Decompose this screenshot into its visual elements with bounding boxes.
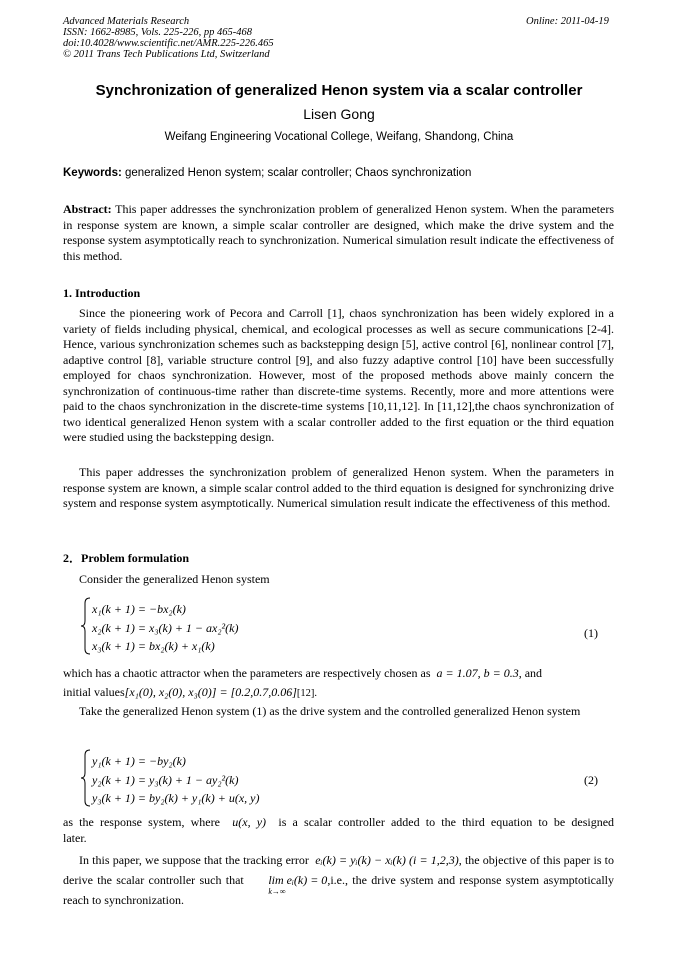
abstract [63,202,614,264]
equation-1 [92,600,238,656]
equation-2 [92,752,259,808]
attractor-parameters: a = 1.07, b = 0.3 [436,666,519,680]
tracking-error-math: eᵢ(k) = yᵢ(k) − xᵢ(k) (i = 1,2,3) [315,853,459,867]
equation-2-number: (2) [584,773,598,787]
keywords [63,167,471,179]
tracking-error-paragraph [63,850,614,910]
affiliation: Weifang Engineering Vocational College, Weifang, Shandong, China [164,131,514,143]
initial-values-math: [x₁(0), x₂(0), x₃(0)] = [0.2,0.7,0.06] [124,685,297,699]
initial-values-label: initial values [63,685,125,699]
abstract-text: This paper addresses the synchronization problem of generalized Henon system. When the parameters in response system are known, a simple scalar controller are designed, which make the drive system and the response system asymptotically reach to synchronization. Numerical simulation result indicate the effectiveness of this method. [63,202,614,263]
problem-intro: Consider the generalized Henon system [79,572,270,586]
section-heading-problem-formulation: 2．Problem formulation [63,551,190,565]
response-text-a: as the response system, where [63,815,220,829]
paper-title: Synchronization of generalized Henon system via a scalar controller [95,82,583,99]
limit-expression [252,873,328,896]
equation-2-line-2: y₂(k + 1) = y₃(k) + 1 − ay₂²(k) [92,772,239,787]
equation-1-brace [80,597,92,655]
drive-system-paragraph: Take the generalized Henon system (1) as the drive system and the controlled generalized Henon system [79,704,581,718]
attractor-sentence [63,666,614,681]
response-controller-math: u(x, y) [232,815,267,829]
tracking-text-b: , the objective of this paper is to derive the scalar controller such that [63,853,615,887]
attractor-text-end: , and [518,666,543,680]
tracking-text-c: ,i.e., the drive system and response system asymptotically reach to synchronization. [63,873,614,907]
initial-values-line [63,685,317,700]
limit-subscript: k→∞ [268,887,286,896]
issn-line: ISSN: 1662-8985, Vols. 225-226, pp 465-468 [63,27,252,38]
intro-paragraph-1: Since the pioneering work of Pecora and Carroll [1], chaos synchronization has been widely explored in a variety of fields including physical, chemical, and ecological processes as well as secure communications [2-4]. Hence, various synchronization schemes such as backstepping design [5], active control [6], nonlinear control [7], adaptive control [8], variable structure control [9], and also fuzzy adaptive control [10] have been successfully employed for chaos synchronization. However, most of the proposed methods above mainly concern the synchronization of continuous-time rather than discrete-time systems. Recently, more and more attentions were paid to the chaos synchronization in the discrete-time systems [10,11,12]. In [11,12],the chaos synchronization of two identical generalized Henon system with a scalar controller added to the first equation or the third equation were studied using the backstepping design. [63,306,614,444]
equation-1-line-3: x₃(k + 1) = bx₂(k) + x₁(k) [92,639,215,653]
journal-name: Advanced Materials Research [63,16,190,27]
keywords-label: Keywords: [63,167,122,179]
tracking-text-a: In this paper, we suppose that the tracking error [79,853,309,867]
section-heading-introduction: 1. Introduction [63,286,141,300]
equation-1-line-2: x₂(k + 1) = x₃(k) + 1 − ax₂²(k) [92,620,239,635]
copyright-line: © 2011 Trans Tech Publications Ltd, Switzerland [63,49,270,60]
equation-2-line-1: y₁(k + 1) = −by₂(k) [92,754,186,768]
equation-1-number: (1) [584,626,598,640]
doi-line: doi:10.4028/www.scientific.net/AMR.225-226.465 [63,38,274,49]
equation-2-line-3: y₃(k + 1) = by₂(k) + y₁(k) + u(x, y) [92,791,260,805]
initial-values-ref: [12]. [296,688,318,699]
equation-2-brace [80,749,92,807]
online-date: Online: 2011-04-19 [526,16,609,27]
attractor-text: which has a chaotic attractor when the parameters are respectively chosen as [63,666,431,680]
abstract-label: Abstract: [63,202,112,216]
response-text-b: is a scalar controller added to the third equation to be designed later. [63,815,615,845]
response-system-paragraph [63,815,614,846]
intro-paragraph-2: This paper addresses the synchronization problem of generalized Henon system. When the parameters in response system are known, a simple scalar control added to the third equation is designed for synchronizing drive system and response system asymptotically. Numerical simulation result indicate the effectiveness of this method. [63,465,614,510]
equation-1-line-1: x₁(k + 1) = −bx₂(k) [92,602,186,616]
limit-math: lim eᵢ(k) = 0 [268,873,328,887]
author-name: Lisen Gong [303,106,375,122]
keywords-text: generalized Henon system; scalar controller; Chaos synchronization [121,167,472,179]
